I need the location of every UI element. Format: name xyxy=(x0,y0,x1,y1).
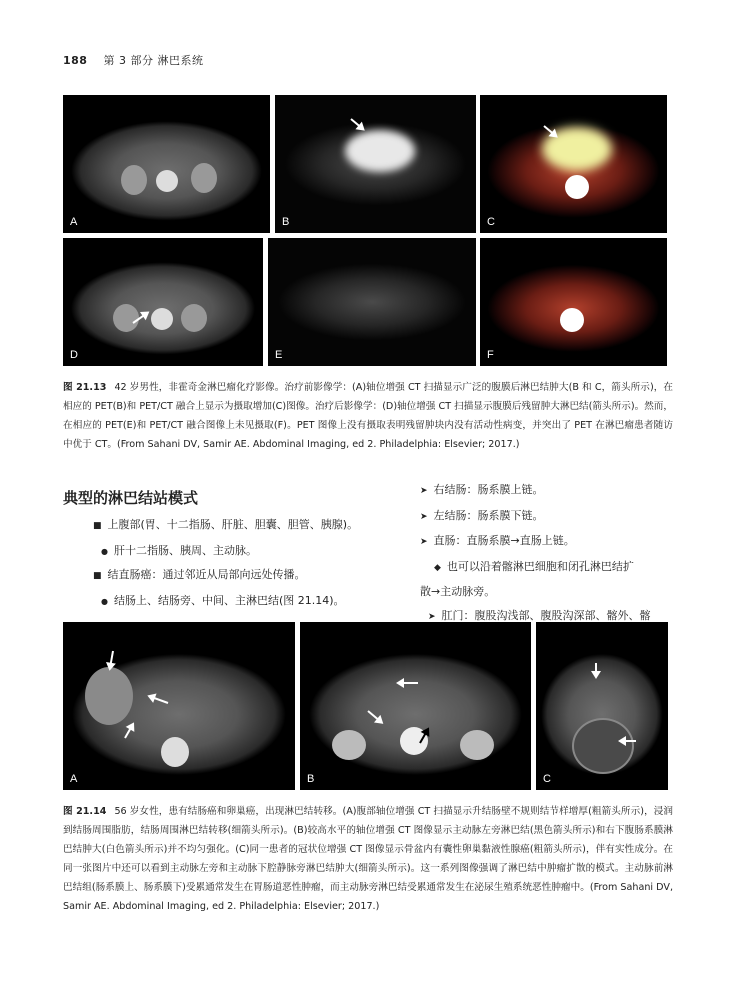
list-item: ➤ 右结肠：肠系膜上链。 xyxy=(420,478,651,504)
figure-21-13-panel-e xyxy=(268,238,476,366)
panel-label: E xyxy=(275,349,283,361)
figure-21-14-panel-c xyxy=(536,622,668,790)
section-name: 第 3 部分 淋巴系统 xyxy=(103,54,204,67)
list-item: ➤ 左结肠：肠系膜下链。 xyxy=(420,504,651,530)
list-item: ➤ 直肠：直肠系膜→直肠上链。 xyxy=(420,529,651,555)
list-item: ● 肝十二指肠、胰周、主动脉。 xyxy=(93,539,358,564)
figure-21-14-panel-b xyxy=(300,622,531,790)
panel-label: B xyxy=(307,773,315,785)
section-title: 典型的淋巴结站模式 xyxy=(63,489,199,507)
figure-21-14-panel-a xyxy=(63,622,295,790)
figure-21-13-caption xyxy=(63,378,673,454)
figure-21-13-panel-b xyxy=(275,95,476,233)
figure-21-13-panel-a xyxy=(63,95,270,233)
figure-21-13-panel-f xyxy=(480,238,667,366)
right-list xyxy=(420,478,651,629)
figure-21-13-panel-d xyxy=(63,238,263,366)
list-item: ■ 上腹部(胃、十二指肠、肝脏、胆囊、胆管、胰腺)。 xyxy=(93,513,358,539)
list-item: ■ 结直肠癌：通过邻近从局部向远处传播。 xyxy=(93,563,358,589)
panel-label: C xyxy=(543,773,551,785)
panel-label: C xyxy=(487,216,495,228)
panel-label: A xyxy=(70,773,78,785)
list-item: ● 结肠上、结肠旁、中间、主淋巴结(图 21.14)。 xyxy=(93,589,358,614)
list-item: 散→主动脉旁。 xyxy=(420,585,496,598)
list-item: ➤ 肛门：腹股沟浅部、腹股沟深部、髂外、髂 xyxy=(420,604,651,630)
figure-21-14-caption xyxy=(63,802,673,916)
left-list xyxy=(93,513,358,613)
panel-label: D xyxy=(70,349,78,361)
figure-number: 图 21.14 xyxy=(63,806,107,817)
caption-text: 56 岁女性，患有结肠癌和卵巢癌，出现淋巴结转移。(A)腹部轴位增强 CT 扫描显示升结肠壁不规则结节样增厚(粗箭头所示)，浸润到结肠周围脂肪，结肠周围淋巴结转移(细箭头所示)。(B)较高水平的轴位增强 CT 图像显示主动脉左旁淋巴结(黑色箭头所示)和右下腹肠系膜淋巴结肿大(白色箭头所示)并不均匀强化。(C)同一患者的冠状位增强 CT 图像显示骨盆内有囊性卵巢黏液性腺癌(粗箭头所示)，伴有实性成分。在同一张图片中还可以看到主动脉左旁和主动脉下腔静脉旁淋巴结肿大(细箭头所示)。这一系列图像强调了淋巴结中肿瘤扩散的模式。主动脉前淋巴结组(肠系膜上、肠系膜下)受累通常发生在胃肠道恶性肿瘤，而主动脉旁淋巴结受累通常发生在泌尿生殖系统恶性肿瘤中。(From Sahani DV, Samir AE. Abdominal Imaging, ed 2. Philadelphia: Elsevier; 2017.) xyxy=(63,806,674,912)
running-header xyxy=(63,52,203,68)
panel-label: F xyxy=(487,349,494,361)
caption-text: 42 岁男性，非霍奇金淋巴瘤化疗影像。治疗前影像学：(A)轴位增强 CT 扫描显示广泛的腹膜后淋巴结肿大(B 和 C，箭头所示)，在相应的 PET(B)和 PET/CT 融合上显示为摄取增加(C)图像。治疗后影像学：(D)轴位增强 CT 扫描显示腹膜后残留肿大淋巴结(箭头所示)。然而，在相应的 PET(E)和 PET/CT 融合图像上未见摄取(F)。PET 图像上没有摄取表明残留肿块内没有活动性病变，并突出了 PET 在淋巴瘤患者随访中优于 CT。(From Sahani DV, Samir AE. Abdominal Imaging, ed 2. Philadelphia: Elsevier; 2017.) xyxy=(63,382,674,450)
figure-21-13-panel-c xyxy=(480,95,667,233)
list-item: ◆ 也可以沿着髂淋巴细胞和闭孔淋巴结扩 xyxy=(420,555,651,581)
panel-label: B xyxy=(282,216,290,228)
figure-number: 图 21.13 xyxy=(63,382,107,393)
page-number: 188 xyxy=(63,54,88,67)
panel-label: A xyxy=(70,216,78,228)
